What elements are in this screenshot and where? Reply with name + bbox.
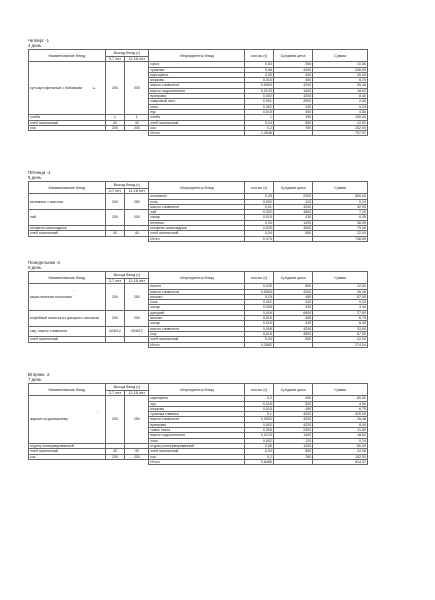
menu-table xyxy=(28,181,368,242)
ingredient-price: 2200 xyxy=(273,194,312,199)
ingredient-name: пельмени xyxy=(149,194,245,199)
header-sum: Сумма xyxy=(313,182,368,194)
ingredient-price: 450 xyxy=(273,78,312,83)
dish-yield-age2: 200 xyxy=(125,310,149,326)
header-ingredients: Ингредиенты блюд xyxy=(149,182,245,194)
dish-name: жаркое по-домашнему xyxy=(29,396,106,444)
header-qty: кол-во (г) xyxy=(245,182,273,194)
ingredient-price: 3600 xyxy=(273,210,312,215)
header-qty: кол-во (г) xyxy=(245,50,273,62)
dish-yield-age1: 200 xyxy=(105,125,125,130)
ingredient-name: сахар xyxy=(149,215,245,220)
ingredient-qty: 0,025 xyxy=(245,226,273,231)
ingredient-qty: 0,04 xyxy=(245,120,273,125)
ingredient-qty: 0,015 xyxy=(245,321,273,326)
ingredient-sum: 4,50 xyxy=(313,401,368,406)
ingredient-sum: 27,60 xyxy=(313,310,368,315)
ingredient-price: 550 xyxy=(273,449,312,454)
ingredient-qty: 0,0063 xyxy=(245,83,273,88)
ingredient-qty: 0,002 xyxy=(245,210,273,215)
dish-yield-age2: 200 xyxy=(125,454,149,459)
ingredient-price: 1400 xyxy=(273,88,312,93)
header-avg-price: Средняя цена xyxy=(273,182,312,194)
ingredient-price: 4200 xyxy=(273,204,312,209)
ingredient-sum: 22,00 xyxy=(313,120,368,125)
ingredient-qty: 0,05 xyxy=(245,72,273,77)
dish-name: сыр, масло сливочное xyxy=(29,326,106,337)
ingredient-name: молоко xyxy=(149,316,245,321)
dish-yield-age1: 200 xyxy=(105,396,125,444)
header-age-group-1: 3-7 лет xyxy=(105,279,125,284)
ingredient-name: чай xyxy=(149,210,245,215)
header-yield: Выход блюд (г) xyxy=(105,384,149,391)
header-dish-name: Наименование блюд xyxy=(29,272,106,284)
ingredient-price: 400 xyxy=(273,72,312,77)
section-title: Вторник -2 xyxy=(28,372,50,377)
ingredient-qty: 0,015 xyxy=(245,401,273,406)
ingredient-price: 760 xyxy=(273,125,312,130)
dish-yield-age1: 40 xyxy=(105,120,125,125)
ingredient-price: 4200 xyxy=(273,67,312,72)
ingredient-name: масло сливочное xyxy=(149,83,245,88)
ingredient-price: 300 xyxy=(273,109,312,114)
dish-yield-age1: 200 xyxy=(105,284,125,310)
total-label: Итого xyxy=(149,131,245,136)
ingredient-sum: 36,00 xyxy=(313,220,368,225)
ingredient-price: 500 xyxy=(273,284,312,289)
ingredient-sum: 4,50 xyxy=(313,109,368,114)
ingredient-name: сок xyxy=(149,125,245,130)
ingredient-qty: 0,002 xyxy=(245,300,273,305)
dish-name: хлеба xyxy=(29,115,106,120)
blank-cell xyxy=(29,236,149,241)
blank-cell xyxy=(29,342,149,347)
ingredient-qty: 0,0063 xyxy=(245,289,273,294)
ingredient-sum: 20,00 xyxy=(313,72,368,77)
ingredient-price: 550 xyxy=(273,231,312,236)
ingredient-sum: 6,75 xyxy=(313,78,368,83)
ingredient-price: 300 xyxy=(273,401,312,406)
ingredient-qty: 0,08 xyxy=(245,67,273,72)
ingredient-price: 4200 xyxy=(273,83,312,88)
ingredient-qty: 0,002 xyxy=(245,94,273,99)
ingredient-name: приправа xyxy=(149,422,245,427)
dish-yield-age2: 40/8/12 xyxy=(125,326,149,337)
ingredient-sum: 60,00 xyxy=(313,443,368,448)
header-yield: Выход блюд (г) xyxy=(105,272,149,279)
ingredient-name: масло подсолнечное xyxy=(149,433,245,438)
ingredient-qty: 0,002 xyxy=(245,199,273,204)
ingredient-sum: 26,46 xyxy=(313,83,368,88)
menu-table xyxy=(28,49,368,136)
ingredient-price: 4200 xyxy=(273,422,312,427)
header-ingredients: Ингредиенты блюд xyxy=(149,384,245,396)
ingredient-name: сахар xyxy=(149,305,245,310)
ingredient-qty: 0,015 xyxy=(245,215,273,220)
menu-table xyxy=(28,383,368,465)
dish-name: суп картофельный с бобовыми xyxy=(29,62,106,115)
ingredient-price: 450 xyxy=(273,294,312,299)
ingredient-name: цикорий xyxy=(149,310,245,315)
ingredient-sum: 336,00 xyxy=(313,67,368,72)
ingredient-sum: 26,46 xyxy=(313,417,368,422)
ingredient-qty: 0,2 xyxy=(245,125,273,130)
dish-name: конфеты шоколадные xyxy=(29,226,106,231)
header-age-group-1: 3-7 лет xyxy=(105,57,125,62)
ingredient-name: сок xyxy=(149,454,245,459)
ingredient-name: масло сливочное xyxy=(149,204,245,209)
section-day: 7 день xyxy=(28,377,42,382)
total-qty: 0,374 xyxy=(245,236,273,241)
total-row xyxy=(29,459,368,464)
dish-yield-age1: 250 xyxy=(105,62,125,115)
ingredient-name: пшено xyxy=(149,284,245,289)
ingredient-price: 4500 xyxy=(273,331,312,336)
total-qty: 0,6486 xyxy=(245,459,273,464)
ingredient-qty: 0,005 xyxy=(245,428,273,433)
ingredient-qty: 1 xyxy=(245,115,273,120)
dish-yield-age2: 250 xyxy=(125,284,149,310)
scan-mark: · xyxy=(97,410,99,416)
ingredient-name: соль xyxy=(149,438,245,443)
ingredient-qty: 0,025 xyxy=(245,284,273,289)
ingredient-name: огурец консервированный xyxy=(149,443,245,448)
ingredient-name: хлеб пшеничный xyxy=(149,120,245,125)
ingredient-sum: 152,00 xyxy=(313,125,368,130)
total-label: Итого xyxy=(149,342,245,347)
dish-yield-age2: 40 xyxy=(125,231,149,236)
ingredient-qty: 0,015 xyxy=(245,331,273,336)
header-dish-name: Наименование блюд xyxy=(29,182,106,194)
ingredient-price: 450 xyxy=(273,316,312,321)
ingredient-qty: 0,0063 xyxy=(245,417,273,422)
ingredient-qty: 0,015 xyxy=(245,78,273,83)
ingredient-sum: 152,00 xyxy=(313,454,368,459)
ingredient-name: соль xyxy=(149,104,245,109)
ingredient-qty: 0,2 xyxy=(245,396,273,401)
ingredient-sum: 0,24 xyxy=(313,104,368,109)
ingredient-sum: 6,45 xyxy=(313,321,368,326)
section-title: Пятница -1 xyxy=(28,170,51,175)
ingredient-price: 4200 xyxy=(273,417,312,422)
dish-yield-age1: 40/8/12 xyxy=(105,326,125,337)
section-title: Понедельник -2 xyxy=(28,260,60,265)
total-sum: 814,37 xyxy=(313,459,368,464)
header-qty: кол-во (г) xyxy=(245,384,273,396)
ingredient-name: хлеба xyxy=(149,115,245,120)
header-yield: Выход блюд (г) xyxy=(105,182,149,189)
ingredient-qty: 0,03 xyxy=(245,62,273,67)
total-row xyxy=(29,342,368,347)
ingredient-qty: 0,015 xyxy=(245,406,273,411)
ingredient-sum: 33,60 xyxy=(313,326,368,331)
header-ingredients: Ингредиенты блюд xyxy=(149,272,245,284)
ingredient-sum: 8,40 xyxy=(313,94,368,99)
header-sum: Сумма xyxy=(313,384,368,396)
ingredient-qty: 0,03 xyxy=(245,220,273,225)
ingredient-sum: 3,44 xyxy=(313,305,368,310)
ingredient-name: соль xyxy=(149,199,245,204)
dish-yield-age1: 200 xyxy=(105,454,125,459)
dish-name: хлеб пшеничный xyxy=(29,449,106,454)
ingredient-sum: 0,24 xyxy=(313,438,368,443)
header-age-group-2: 11-18 лет xyxy=(125,57,149,62)
ingredient-name: хлеб пшеничный xyxy=(149,449,245,454)
ingredient-price: 350 xyxy=(273,62,312,67)
ingredient-sum: 18,62 xyxy=(313,88,368,93)
ingredient-sum: 67,50 xyxy=(313,294,368,299)
ingredient-sum: 550,00 xyxy=(313,194,368,199)
ingredient-sum: 2,50 xyxy=(313,99,368,104)
ingredient-qty: 0,0133 xyxy=(245,88,273,93)
header-sum: Сумма xyxy=(313,50,368,62)
ingredient-name: тушенка xyxy=(149,67,245,72)
total-sum: 274,04 xyxy=(313,342,368,347)
ingredient-sum: 150,00 xyxy=(313,115,368,120)
ingredient-price: 120 xyxy=(273,104,312,109)
ingredient-sum: 75,00 xyxy=(313,226,368,231)
total-qty: 1,4546 xyxy=(245,131,273,136)
header-dish-name: Наименование блюд xyxy=(29,50,106,62)
dish-name: огурец консервированный xyxy=(29,443,106,448)
ingredient-qty: 0,06 xyxy=(245,443,273,448)
dish-yield-age2: 1 xyxy=(125,115,149,120)
ingredient-name: масло сливочное xyxy=(149,326,245,331)
ingredient-price: 450 xyxy=(273,406,312,411)
dish-yield-age1: 1 xyxy=(105,115,125,120)
ingredient-qty: 0,15 xyxy=(245,294,273,299)
blank-cell xyxy=(273,131,312,136)
header-age-group-2: 11-18 лет xyxy=(125,189,149,194)
ingredient-price: 430 xyxy=(273,321,312,326)
ingredient-name: сыр xyxy=(149,331,245,336)
header-yield: Выход блюд (г) xyxy=(105,50,149,57)
ingredient-price: 400 xyxy=(273,396,312,401)
ingredient-qty: 0,04 xyxy=(245,337,273,342)
total-sum: 738,89 xyxy=(313,236,368,241)
scan-mark: ⌁ xyxy=(92,86,96,92)
total-label: Итого xyxy=(149,459,245,464)
ingredient-sum: 42,00 xyxy=(313,204,368,209)
dish-name: каша пшенная молочная xyxy=(29,284,106,310)
ingredient-name: масло сливочное xyxy=(149,417,245,422)
ingredient-price: 3000 xyxy=(273,226,312,231)
ingredient-sum: 22,00 xyxy=(313,337,368,342)
dish-name: чай xyxy=(29,210,106,226)
section-title: Четверг -1 xyxy=(28,38,50,43)
ingredient-sum: 6,45 xyxy=(313,215,368,220)
menu-table xyxy=(28,271,368,348)
ingredient-name: горох xyxy=(149,62,245,67)
blank-cell xyxy=(273,342,312,347)
ingredient-sum: 7,20 xyxy=(313,210,368,215)
ingredient-qty: 0,002 xyxy=(245,104,273,109)
ingredient-sum: 8,40 xyxy=(313,422,368,427)
section-day: 4 день xyxy=(28,43,42,48)
ingredient-price: 4200 xyxy=(273,412,312,417)
ingredient-name: хлеб пшеничный xyxy=(149,231,245,236)
ingredient-name: картофель xyxy=(149,72,245,77)
blank-cell xyxy=(273,236,312,241)
ingredient-sum: 80,00 xyxy=(313,396,368,401)
dish-name: сок xyxy=(29,454,106,459)
ingredient-qty: 0,04 xyxy=(245,231,273,236)
dish-yield-age1: 40 xyxy=(105,449,125,454)
blank-cell xyxy=(29,131,149,136)
blank-cell xyxy=(29,459,149,464)
header-ingredients: Ингредиенты блюд xyxy=(149,50,245,62)
ingredient-name: лавровый лист xyxy=(149,99,245,104)
ingredient-sum: 22,00 xyxy=(313,449,368,454)
dish-yield-age2: 40 xyxy=(125,449,149,454)
ingredient-qty: 0,004 xyxy=(245,310,273,315)
ingredient-name: лук xyxy=(149,401,245,406)
ingredient-name: морковь xyxy=(149,78,245,83)
ingredient-sum: 18,62 xyxy=(313,433,368,438)
ingredient-sum: 10,50 xyxy=(313,62,368,67)
dish-yield-age1: 40 xyxy=(105,231,125,236)
ingredient-qty: 0,01 xyxy=(245,204,273,209)
ingredient-qty: 0,008 xyxy=(245,326,273,331)
dish-name: кофейный напиток из цикория с молоком xyxy=(29,310,106,326)
ingredient-qty: 0,0133 xyxy=(245,433,273,438)
ingredient-qty: 0,002 xyxy=(245,438,273,443)
dish-yield-age2: 200 xyxy=(125,125,149,130)
ingredient-qty: 0,2 xyxy=(245,454,273,459)
ingredient-qty: 0,008 xyxy=(245,305,273,310)
total-label: Итого xyxy=(149,236,245,241)
ingredient-qty: 0,1 xyxy=(245,412,273,417)
dish-yield-age1: 200 xyxy=(105,210,125,226)
ingredient-name: масло подсолнечное xyxy=(149,88,245,93)
ingredient-price: 120 xyxy=(273,438,312,443)
ingredient-price: 550 xyxy=(273,337,312,342)
header-qty: кол-во (г) xyxy=(245,272,273,284)
ingredient-price: 120 xyxy=(273,199,312,204)
ingredient-sum: 0,24 xyxy=(313,199,368,204)
total-row xyxy=(29,236,368,241)
ingredient-price: 1400 xyxy=(273,433,312,438)
header-sum: Сумма xyxy=(313,272,368,284)
ingredient-price: 430 xyxy=(273,215,312,220)
total-qty: 0,2883 xyxy=(245,342,273,347)
ingredient-sum: 0,24 xyxy=(313,300,368,305)
ingredient-price: 4200 xyxy=(273,326,312,331)
ingredient-name: морковь xyxy=(149,406,245,411)
ingredient-price: 550 xyxy=(273,120,312,125)
ingredient-price: 150 xyxy=(273,115,312,120)
ingredient-name: лук xyxy=(149,109,245,114)
header-avg-price: Средняя цена xyxy=(273,50,312,62)
header-age-group-2: 11-18 лет xyxy=(125,391,149,396)
header-age-group-1: 3-7 лет xyxy=(105,189,125,194)
ingredient-price: 2500 xyxy=(273,99,312,104)
ingredient-name: молоко xyxy=(149,294,245,299)
ingredient-sum: 67,50 xyxy=(313,331,368,336)
scan-mark: · xyxy=(73,288,75,294)
ingredient-name: конфеты шоколадные xyxy=(149,226,245,231)
ingredient-name: печенье xyxy=(149,220,245,225)
ingredient-price: 4200 xyxy=(273,94,312,99)
header-avg-price: Средняя цена xyxy=(273,384,312,396)
ingredient-name: приправа xyxy=(149,94,245,99)
dish-name: пельмени с маслом xyxy=(29,194,106,210)
ingredient-qty: 0,015 xyxy=(245,109,273,114)
ingredient-qty: 0,04 xyxy=(245,449,273,454)
ingredient-price: 760 xyxy=(273,454,312,459)
ingredient-qty: 0,002 xyxy=(245,422,273,427)
ingredient-sum: 420,00 xyxy=(313,412,368,417)
header-dish-name: Наименование блюд xyxy=(29,384,106,396)
ingredient-name: томат паста xyxy=(149,428,245,433)
dish-yield-age1: 200 xyxy=(105,194,125,210)
ingredient-sum: 12,50 xyxy=(313,284,368,289)
blank-cell xyxy=(273,459,312,464)
ingredient-price: 2300 xyxy=(273,428,312,433)
ingredient-name: сахар xyxy=(149,321,245,326)
dish-name: хлеб пшеничный xyxy=(29,120,106,125)
total-row xyxy=(29,131,368,136)
ingredient-qty: 0,25 xyxy=(245,194,273,199)
ingredient-name: картофель xyxy=(149,396,245,401)
ingredient-name: соль xyxy=(149,300,245,305)
ingredient-sum: 6,75 xyxy=(313,406,368,411)
ingredient-price: 4200 xyxy=(273,289,312,294)
section-day: 5 день xyxy=(28,175,42,180)
ingredient-qty: 0,015 xyxy=(245,316,273,321)
ingredient-price: 1000 xyxy=(273,443,312,448)
dish-name: сок xyxy=(29,125,106,130)
ingredient-name: хлеб пшеничный xyxy=(149,337,245,342)
ingredient-price: 120 xyxy=(273,300,312,305)
dish-yield-age2: 40 xyxy=(125,120,149,125)
ingredient-qty: 0,001 xyxy=(245,99,273,104)
ingredient-sum: 11,50 xyxy=(313,428,368,433)
header-avg-price: Средняя цена xyxy=(273,272,312,284)
dish-name: хлеб пшеничный xyxy=(29,231,106,236)
ingredient-sum: 26,46 xyxy=(313,289,368,294)
dish-yield-age1: 200 xyxy=(105,310,125,326)
ingredient-price: 430 xyxy=(273,305,312,310)
header-age-group-2: 11-18 лет xyxy=(125,279,149,284)
section-day: 6 день xyxy=(28,265,42,270)
ingredient-sum: 22,00 xyxy=(313,231,368,236)
total-sum: 757,97 xyxy=(313,131,368,136)
ingredient-price: 6900 xyxy=(273,310,312,315)
header-age-group-1: 3-7 лет xyxy=(105,391,125,396)
ingredient-price: 1200 xyxy=(273,220,312,225)
dish-yield-age2: 250 xyxy=(125,194,149,210)
ingredient-name: масло сливочное xyxy=(149,289,245,294)
dish-yield-age2: 300 xyxy=(125,62,149,115)
dish-name: хлеб пшеничный xyxy=(29,337,106,342)
dish-yield-age2: 250 xyxy=(125,396,149,444)
dish-yield-age2: 200 xyxy=(125,210,149,226)
ingredient-sum: 6,75 xyxy=(313,316,368,321)
ingredient-name: тушенка говяжья xyxy=(149,412,245,417)
